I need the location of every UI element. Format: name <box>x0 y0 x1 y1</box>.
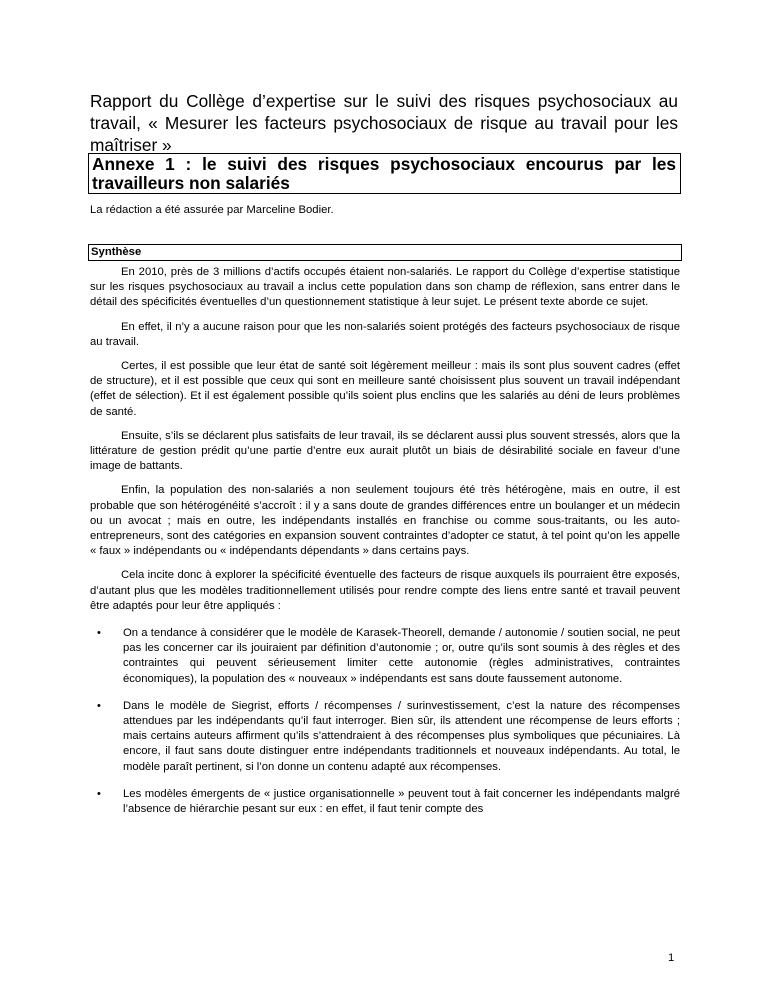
paragraph: En effet, il n’y a aucune raison pour que les non-salariés soient protégés des facteurs psychosociaux de risque au travail. <box>90 320 680 348</box>
synthese-heading-box <box>88 244 682 261</box>
paragraph: Ensuite, s’ils se déclarent plus satisfaits de leur travail, ils se déclarent aussi plus souvent stressés, alors que la littérature de gestion prédit qu’une partie d’entre eux aurait plutôt un biais de désirabilité sociale en faveur d’une image de battants. <box>90 429 680 473</box>
list-item-text: Les modèles émergents de « justice organisationnelle » peuvent tout à fait concerner les indépendants malgré l’absence de hiérarchie pesant sur eux : en effet, il faut tenir compte des <box>123 787 680 816</box>
list-item <box>90 626 680 687</box>
page-number: 1 <box>668 952 675 964</box>
annex-title-box <box>88 153 681 194</box>
bullet-marker: • <box>97 627 101 640</box>
list-item <box>90 787 680 817</box>
list-item-text: Dans le modèle de Siegrist, efforts / récompenses / surinvestissement, c’est la nature des récompenses attendues par les indépendants qu’il faut interroger. Bien sûr, ils attendent une récompense de leurs efforts ; mais certains auteurs affirment qu’ils s’attendraient à des récompenses plus symboliques que pécuniaires. Là encore, il faut sans doute distinguer entre indépendants traditionnels et nouveaux indépendants. Au total, le modèle paraît pertinent, si l’on donne un contenu adapté aux récompenses. <box>123 699 680 773</box>
paragraph: Enfin, la population des non-salariés a non seulement toujours été très hétérogène, mais en outre, il est probable que son hétérogénéité s’accroît : il y a sans doute de grandes différences entre un boulanger et un médecin ou un avocat ; mais en outre, les indépendants installés en franchise ou comme sous-traitants, ou les auto-entrepreneurs, sont des catégories en expansion souvent contraintes d’adopter ce statut, à tel point qu’on les appelle « faux » indépendants ou « indépendants dépendants » dans certains pays. <box>90 484 680 558</box>
paragraph: En 2010, près de 3 millions d’actifs occupés étaient non-salariés. Le rapport du Collège d’expertise statistique sur les risques psychosociaux au travail a inclus cette population dans son champ de réflexion, sans entrer dans le détail des spécificités éventuelles d’un questionnement statistique à leur sujet. Le présent texte aborde ce sujet. <box>90 266 680 309</box>
bullet-marker: • <box>97 699 101 712</box>
author-note: La rédaction a été assurée par Marceline Bodier. <box>90 204 334 216</box>
paragraph: Certes, il est possible que leur état de santé soit légèrement meilleur : mais ils sont plus souvent cadres (effet de structure), et il est possible que ceux qui sont en meilleure santé choisissent plus souvent un travail indépendant (effet de sélection). Et il est également possible qu’ils soient plus enclins que les salariés au déni de leurs problèmes de santé. <box>90 360 680 418</box>
bullet-list <box>90 626 680 817</box>
paragraph: Cela incite donc à explorer la spécificité éventuelle des facteurs de risque auxquels ils pourraient être exposés, d’autant plus que les modèles traditionnellement utilisés pour rendre compte des liens entre santé et travail peuvent être adaptés pour leur être appliqués : <box>90 569 680 612</box>
list-item-text: On a tendance à considérer que le modèle de Karasek-Theorell, demande / autonomie / soutien social, ne peut pas les concerner car ils jouiraient par définition d’autonomie ; or, outre qu’ils sont soumis à des règles et des contraintes qui peuvent sérieusement limiter cette autonomie (règles administratives, contraintes économiques), la population des « nouveaux » indépendants est sans doute faussement autonome. <box>123 627 680 685</box>
bullet-marker: • <box>97 787 101 800</box>
synthese-body <box>90 265 680 829</box>
list-item <box>90 699 680 775</box>
report-title: Rapport du Collège d’expertise sur le suivi des risques psychosociaux au travail, « Mesurer les facteurs psychosociaux de risque au travail pour les maîtriser » <box>90 91 678 155</box>
synthese-heading: Synthèse <box>91 246 142 258</box>
annex-title: Annexe 1 : le suivi des risques psychosociaux encourus par les travailleurs non salariés <box>92 154 676 193</box>
